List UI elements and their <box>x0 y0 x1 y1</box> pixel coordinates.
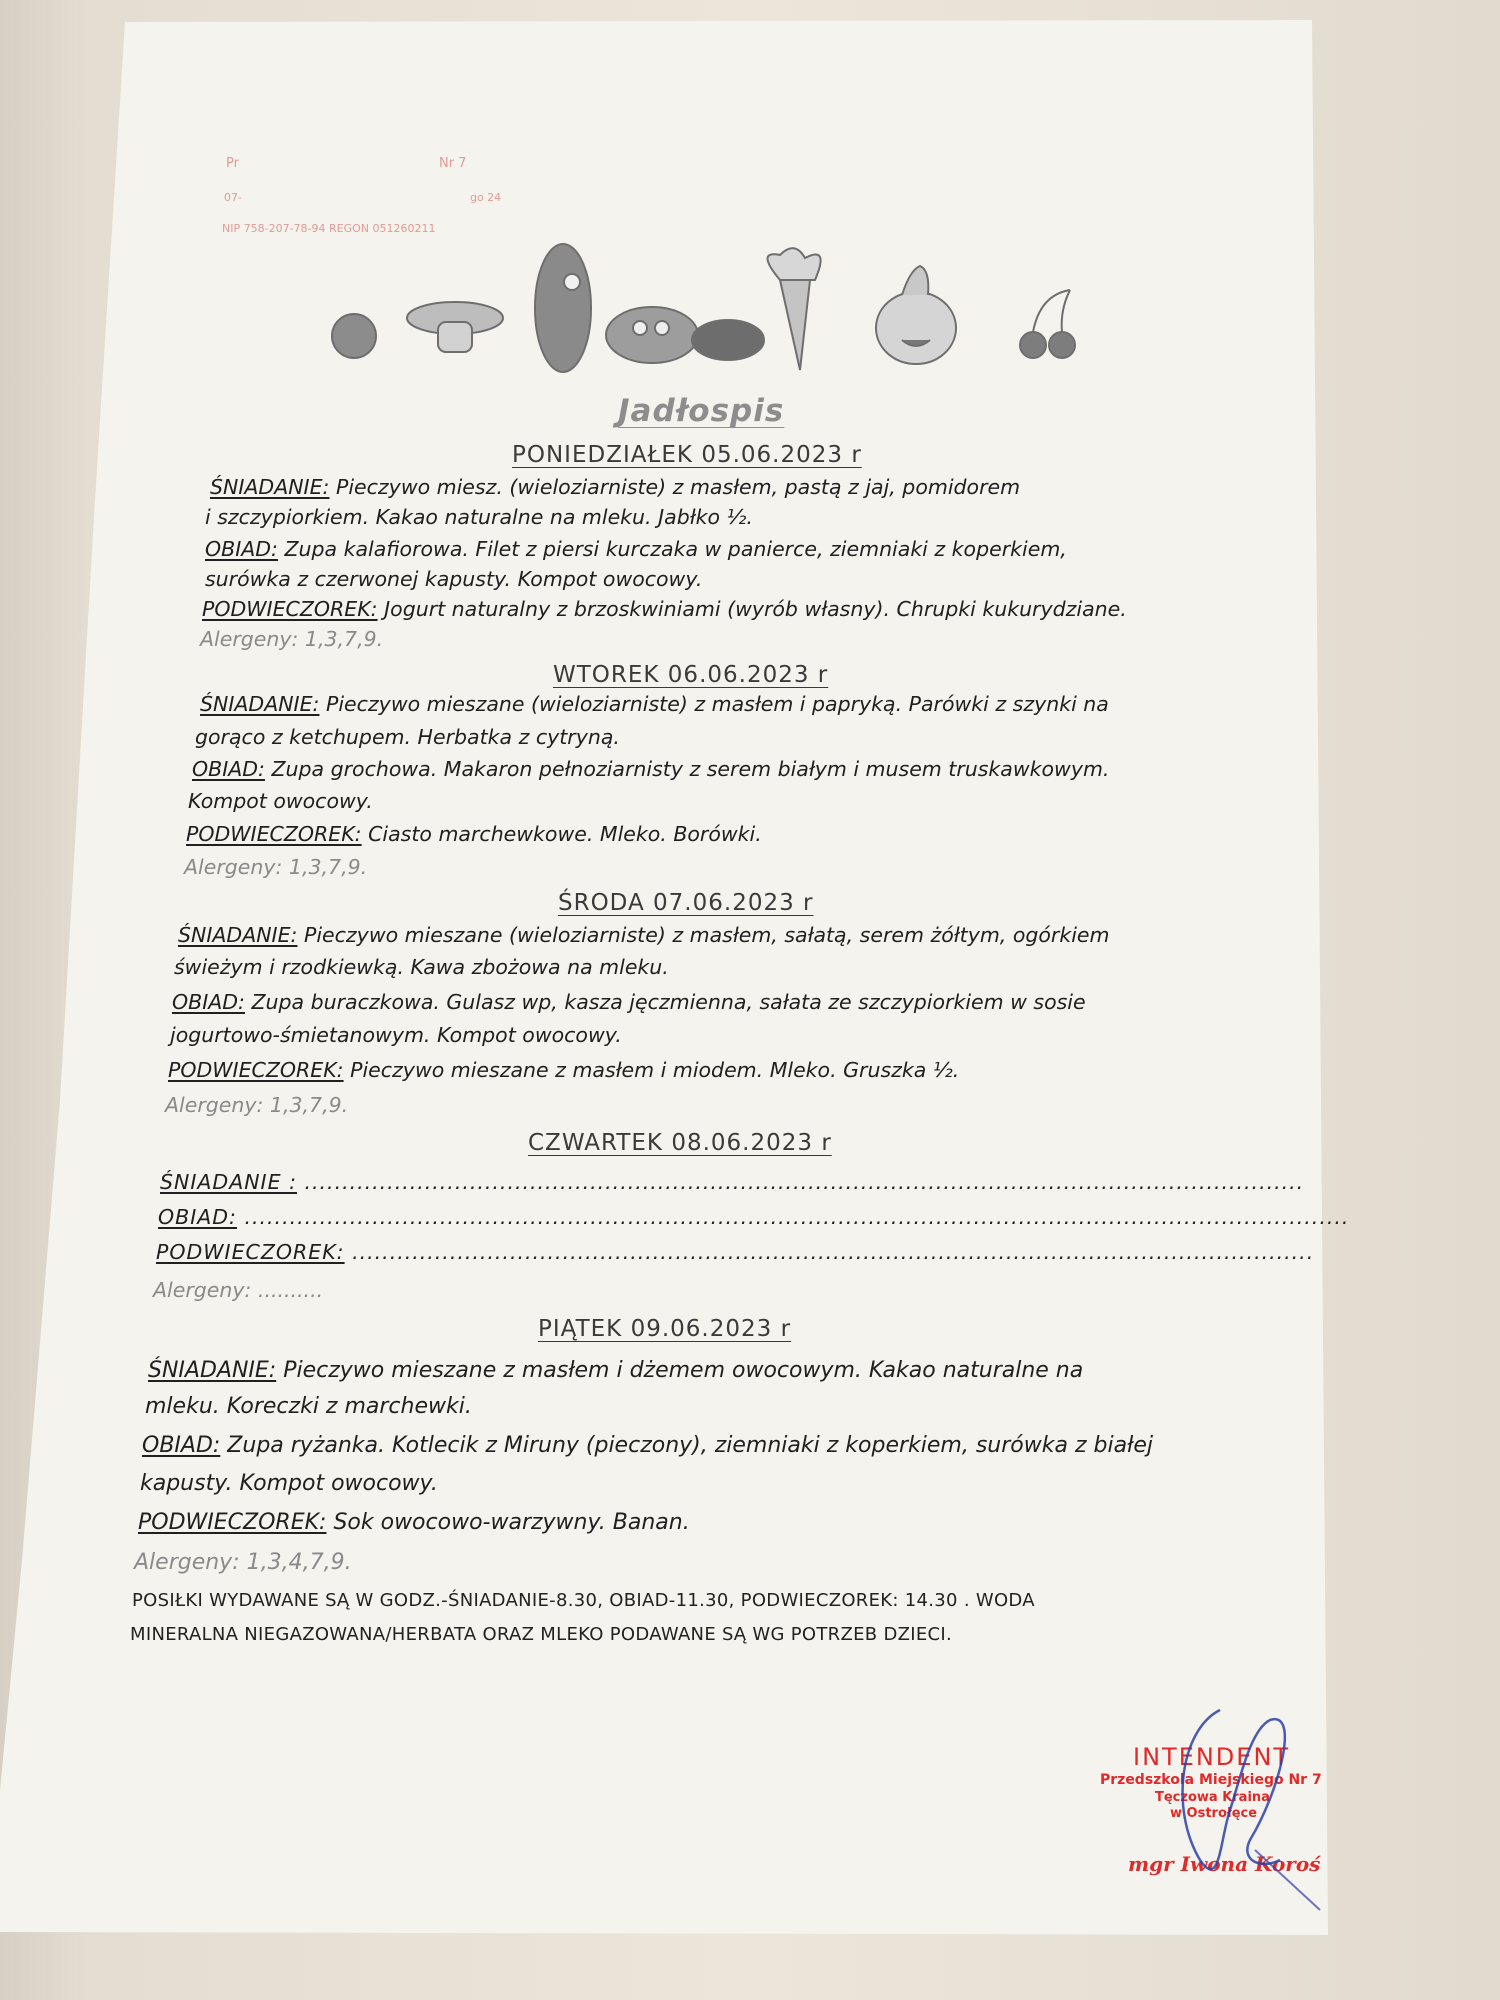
menu-line: ŚNIADANIE: Pieczywo mieszane (wieloziarniste) z masłem, sałatą, serem żółtym, ogórkiem <box>178 923 1110 947</box>
allergens-friday: Alergeny: 1,3,4,7,9. <box>134 1550 352 1575</box>
menu-line: mleku. Koreczki z marchewki. <box>145 1394 472 1419</box>
page-title: Jadłospis <box>618 393 785 429</box>
menu-line: ŚNIADANIE: Pieczywo miesz. (wieloziarniste) z masłem, pastą z jaj, pomidorem <box>210 475 1021 499</box>
meal-times-notice-line2: MINERALNA NIEGAZOWANA/HERBATA ORAZ MLEKO PODAWANE SĄ WG POTRZEB DZIECI. <box>130 1624 953 1645</box>
onion-icon <box>876 266 956 364</box>
day-heading-friday: PIĄTEK 09.06.2023 r <box>538 1316 792 1342</box>
menu-line: PODWIECZOREK: Jogurt naturalny z brzoskwiniami (wyrób własny). Chrupki kukurydziane. <box>202 597 1127 621</box>
menu-line: ŚNIADANIE: Pieczywo mieszane z masłem i dżemem owocowym. Kakao naturalne na <box>148 1358 1084 1383</box>
cucumber-icon <box>535 244 591 372</box>
menu-line: OBIAD: Zupa buraczkowa. Gulasz wp, kasza jęczmienna, sałata ze szczypiorkiem w sosie <box>172 990 1086 1014</box>
menu-line: świeżym i rzodkiewką. Kawa zbożowa na mleku. <box>174 955 669 979</box>
menu-line: OBIAD: Zupa grochowa. Makaron pełnoziarnisty z serem białym i musem truskawkowym. <box>192 757 1110 781</box>
stamp-top-line3: NIP 758-207-78-94 REGON 051260211 <box>222 222 436 235</box>
day-heading-wednesday: ŚRODA 07.06.2023 r <box>558 890 814 916</box>
stamp-line1: Przedszkola Miejskiego Nr 7 <box>1100 1772 1322 1788</box>
allergens-thursday: Alergeny: .......... <box>153 1278 324 1302</box>
stamp-top-line2: 07- go 24 <box>224 191 502 204</box>
day-heading-tuesday: WTOREK 06.06.2023 r <box>553 662 829 688</box>
stamp-line2: Tęczowa Kraina <box>1155 1790 1270 1805</box>
stamp-top-line1: Pr Nr 7 <box>226 156 467 171</box>
day-heading-monday: PONIEDZIAŁEK 05.06.2023 r <box>512 442 862 468</box>
stamp-intendent-title: INTENDENT <box>1133 1743 1291 1771</box>
stamp-name: mgr Iwona Koroś <box>1128 1852 1321 1876</box>
menu-line: OBIAD: Zupa ryżanka. Kotlecik z Miruny (pieczony), ziemniaki z koperkiem, surówka z białej <box>142 1433 1154 1458</box>
menu-line: kapusty. Kompot owocowy. <box>140 1471 438 1496</box>
cherries-icon <box>1020 290 1075 358</box>
pumpkin-icon <box>606 307 698 363</box>
allergens-tuesday: Alergeny: 1,3,7,9. <box>184 855 368 879</box>
menu-line: PODWIECZOREK: Sok owocowo-warzywny. Banan. <box>138 1510 690 1535</box>
allergens-monday: Alergeny: 1,3,7,9. <box>200 627 384 651</box>
menu-line: gorąco z ketchupem. Herbatka z cytryną. <box>195 725 620 749</box>
menu-line: OBIAD: ................................................................................................................................................... <box>158 1205 1350 1229</box>
signature <box>1160 1690 1340 1920</box>
menu-line: PODWIECZOREK: ................................................................................................................................ <box>156 1240 1315 1264</box>
menu-line: surówka z czerwonej kapusty. Kompot owocowy. <box>205 567 703 591</box>
day-heading-thursday: CZWARTEK 08.06.2023 r <box>528 1130 832 1156</box>
mushroom-icon <box>407 302 503 352</box>
vegetables-illustration <box>310 240 1120 380</box>
menu-line: OBIAD: Zupa kalafiorowa. Filet z piersi kurczaka w panierce, ziemniaki z koperkiem, <box>205 537 1067 561</box>
meal-times-notice-line1: POSIŁKI WYDAWANE SĄ W GODZ.-ŚNIADANIE-8.30, OBIAD-11.30, PODWIECZOREK: 14.30 . WODA <box>132 1590 1035 1611</box>
menu-line: PODWIECZOREK: Pieczywo mieszane z masłem i miodem. Mleko. Gruszka ½. <box>168 1058 960 1082</box>
menu-line: ŚNIADANIE : ..................................................................................................................................... <box>160 1170 1305 1194</box>
allergens-wednesday: Alergeny: 1,3,7,9. <box>165 1093 349 1117</box>
menu-line: PODWIECZOREK: Ciasto marchewkowe. Mleko. Borówki. <box>186 822 762 846</box>
eggplant-icon <box>692 320 764 360</box>
menu-line: Kompot owocowy. <box>188 789 373 813</box>
stamp-line3: w Ostrołęce <box>1170 1806 1258 1821</box>
tomato-icon <box>332 314 376 358</box>
menu-line: jogurtowo-śmietanowym. Kompot owocowy. <box>170 1023 622 1047</box>
carrot-icon <box>768 248 821 370</box>
menu-line: i szczypiorkiem. Kakao naturalne na mleku. Jabłko ½. <box>205 505 753 529</box>
menu-line: ŚNIADANIE: Pieczywo mieszane (wieloziarniste) z masłem i papryką. Parówki z szynki na <box>200 692 1109 716</box>
